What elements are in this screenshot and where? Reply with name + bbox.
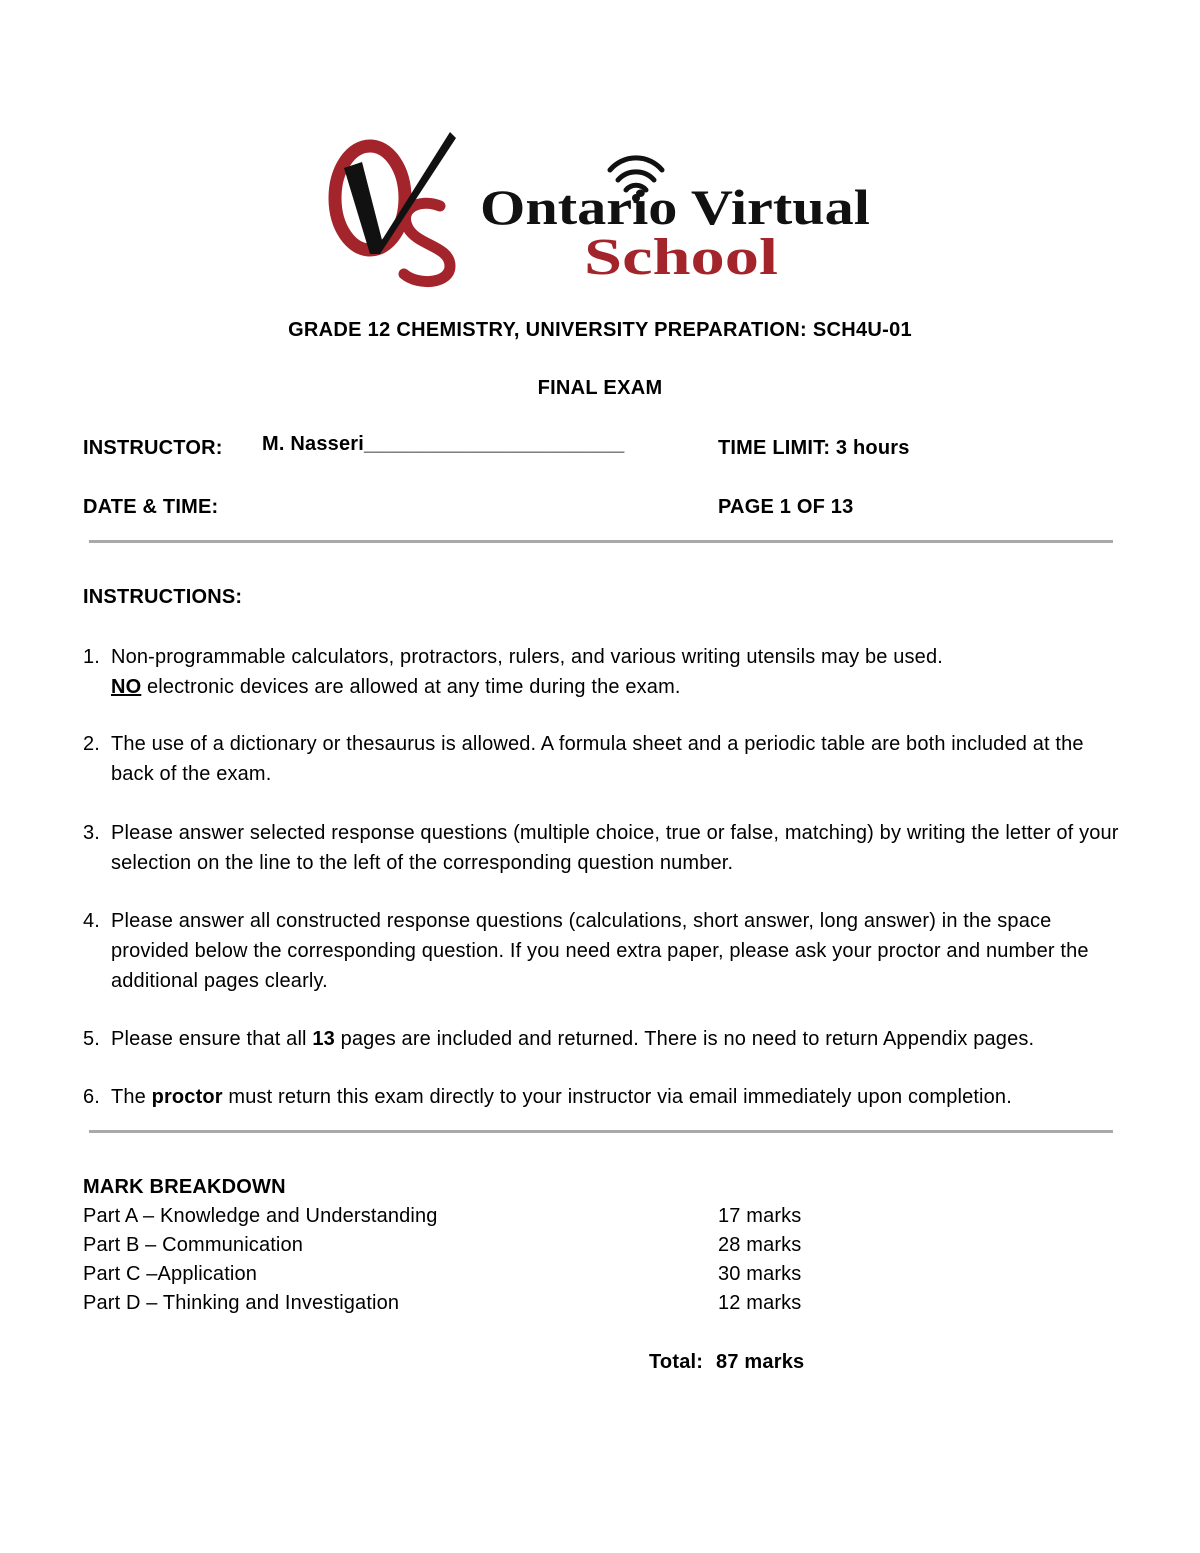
total-label: Total: bbox=[649, 1351, 704, 1373]
divider-bottom bbox=[89, 1130, 1113, 1133]
instruction-text: Non-programmable calculators, protractors, rulers, and various writing utensils may be used. bbox=[111, 646, 943, 668]
instruction-text: must return this exam directly to your instructor via email immediately upon completion. bbox=[222, 1086, 1012, 1108]
mark-row-part: Part A – Knowledge and Understanding bbox=[83, 1205, 438, 1227]
instructor-value: M. Nasseri_______________________ bbox=[262, 433, 625, 455]
instructor-label: INSTRUCTOR: bbox=[83, 437, 223, 459]
mark-row-part: Part D – Thinking and Investigation bbox=[83, 1292, 400, 1314]
instruction-emphasis: proctor bbox=[151, 1086, 223, 1108]
instruction-number: 3. bbox=[83, 822, 100, 844]
instruction-text: electronic devices are allowed at any time during the exam. bbox=[141, 676, 681, 698]
instruction-number: 6. bbox=[83, 1086, 100, 1108]
instruction-number: 4. bbox=[83, 910, 100, 932]
mark-row-marks: 12 marks bbox=[718, 1292, 802, 1314]
instruction-emphasis: 13 bbox=[312, 1028, 335, 1050]
instruction-number: 5. bbox=[83, 1028, 100, 1050]
mark-row-marks: 17 marks bbox=[718, 1205, 802, 1227]
mark-row-part: Part B – Communication bbox=[83, 1234, 304, 1256]
page-indicator: PAGE 1 OF 13 bbox=[718, 496, 854, 518]
instructions-heading: INSTRUCTIONS: bbox=[83, 586, 243, 608]
mark-breakdown-heading: MARK BREAKDOWN bbox=[83, 1176, 286, 1198]
exam-title: FINAL EXAM bbox=[537, 377, 663, 399]
divider-top bbox=[89, 540, 1113, 543]
instruction-text: pages are included and returned. There is no need to return Appendix pages. bbox=[334, 1028, 1035, 1050]
logo-name-line2: School bbox=[584, 229, 778, 286]
instruction-number: 1. bbox=[83, 646, 100, 668]
instruction-text: Please answer all constructed response questions (calculations, short answer, long answer) in the space provided below the corresponding question. If you need extra paper, please ask your proctor and number the additional pages clearly. bbox=[111, 910, 1089, 992]
time-limit: TIME LIMIT: 3 hours bbox=[718, 437, 910, 459]
mark-row-marks: 28 marks bbox=[718, 1234, 802, 1256]
logo-name-line1: Ontario Virtual bbox=[480, 179, 871, 235]
instruction-text: The bbox=[111, 1086, 152, 1108]
course-title: GRADE 12 CHEMISTRY, UNIVERSITY PREPARATION: SCH4U-01 bbox=[288, 319, 912, 341]
date-time-label: DATE & TIME: bbox=[83, 496, 219, 518]
mark-row-part: Part C –Application bbox=[83, 1263, 258, 1285]
logo-s-shape bbox=[404, 203, 450, 281]
instruction-text: Please answer selected response questions (multiple choice, true or false, matching) by writing the letter of your selection on the line to the left of the corresponding question number. bbox=[111, 822, 1119, 874]
ontario-virtual-school-logo bbox=[322, 128, 882, 288]
instruction-number: 2. bbox=[83, 733, 100, 755]
instruction-text: Please ensure that all bbox=[111, 1028, 313, 1050]
instruction-text: The use of a dictionary or thesaurus is allowed. A formula sheet and a periodic table are both included at the back of the exam. bbox=[111, 733, 1084, 785]
mark-row-marks: 30 marks bbox=[718, 1263, 802, 1285]
total-value: 87 marks bbox=[716, 1351, 805, 1373]
instruction-emphasis: NO bbox=[111, 676, 142, 698]
